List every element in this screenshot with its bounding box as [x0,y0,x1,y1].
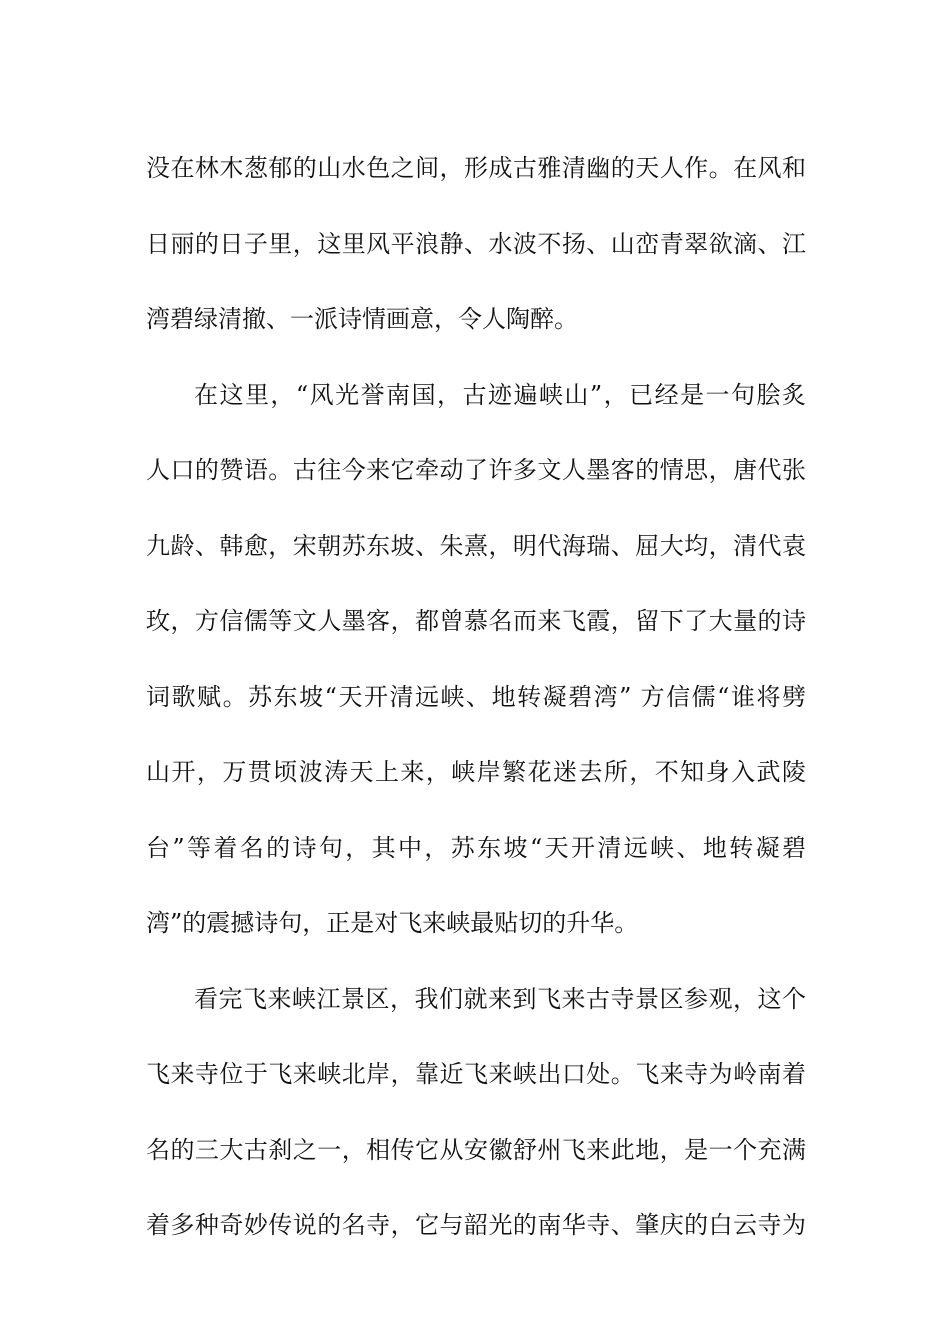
text-line: 九龄、韩愈，宋朝苏东坡、朱熹，明代海瑞、屈大均，清代袁 [146,531,806,560]
text-line: 湾”的震撼诗句，正是对飞来峡最贴切的升华。 [146,909,639,937]
text-line: 玫，方信儒等文人墨客，都曾慕名而来飞霞，留下了大量的诗 [146,607,806,635]
text-line: 名的三大古刹之一，相传它从安徽舒州飞来此地，是一个充满 [146,1135,806,1164]
text-line: 人口的赞语。古往今来它牵动了许多文人墨客的情思，唐代张 [146,456,806,484]
text-line: 山开，万贯顷波涛天上来，峡岸繁花迷去所，不知身入武陵 [146,758,806,786]
text-line: 日丽的日子里，这里风平浪静、水波不扬、山峦青翠欲滴、江 [146,229,806,258]
text-line: 看完飞来峡江景区，我们就来到飞来古寺景区参观，这个 [194,984,806,1013]
text-line: 在这里，“风光誉南国，古迹遍峡山”，已经是一句脍炙 [194,380,806,409]
text-line: 没在林木葱郁的山水色之间，形成古雅清幽的天人作。在风和 [146,154,806,182]
text-line: 飞来寺位于飞来峡北岸，靠近飞来峡出口处。飞来寺为岭南着 [146,1060,806,1088]
body-text [146,131,806,1264]
text-line: 台”等着名的诗句，其中，苏东坡“天开清远峡、地转凝碧 [146,833,806,862]
text-line: 着多种奇妙传说的名寺，它与韶光的南华寺、肇庆的白云寺为 [146,1211,806,1239]
text-line: 词歌赋。苏东坡“天开清远峡、地转凝碧湾” 方信儒“谁将劈 [146,682,806,711]
text-line: 湾碧绿清撤、一派诗情画意，令人陶醉。 [146,305,578,333]
